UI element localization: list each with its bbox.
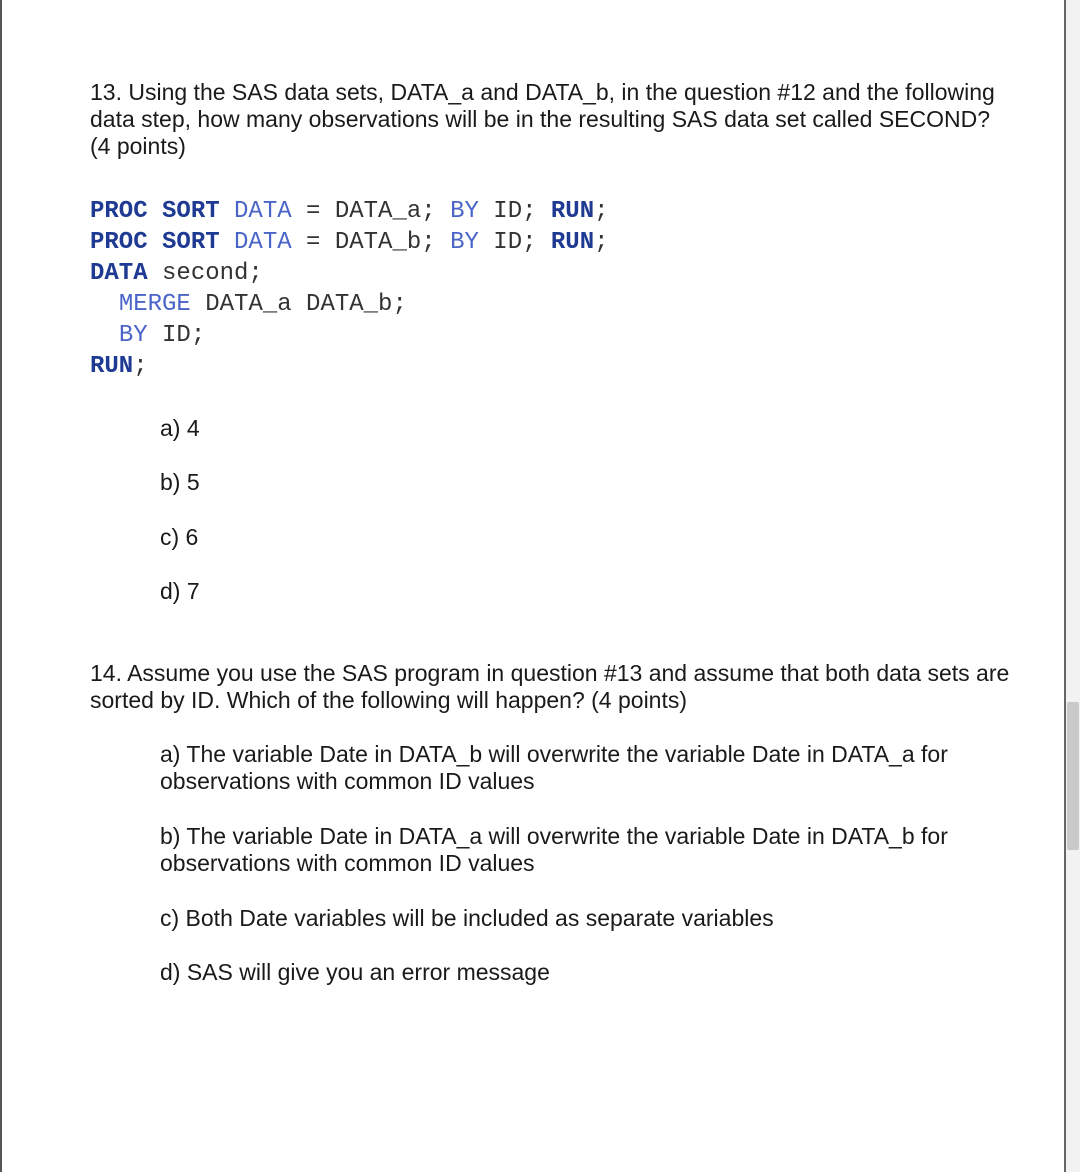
code-line-6 [90,351,609,382]
code-line-5 [90,320,609,351]
page-left-border [0,0,2,1172]
option-data: DATA [234,198,292,225]
code-text: = DATA_b; [291,229,451,256]
sas-code-block [90,196,609,382]
code-text: ; [594,198,609,225]
code-text: ID; [478,229,551,256]
keyword-run: RUN [90,353,134,380]
q14-option-b: b) The variable Date in DATA_a will overwrite the variable Date in DATA_b for observations with common ID values [160,823,948,876]
question-13-text: 13. Using the SAS data sets, DATA_a and DATA_b, in the question #12 and the following data step, how many observations will be in the resulting SAS data set called SECOND? (4 points) [90,79,995,159]
scrollbar-track[interactable] [1066,0,1080,1172]
code-text: ID; [147,322,206,349]
code-line-3 [90,258,609,289]
keyword-proc: PROC [90,229,148,256]
q14-option-c: c) Both Date variables will be included as separate variables [160,905,774,931]
keyword-proc: PROC [90,198,148,225]
keyword-by: BY [118,322,148,349]
code-text: ; [133,353,148,380]
keyword-data: DATA [90,260,148,287]
code-text: ID; [478,198,551,225]
code-text: DATA_a DATA_b; [190,291,407,318]
q13-option-a: a) 4 [160,415,200,441]
keyword-sort: SORT [162,198,220,225]
option-data: DATA [234,229,292,256]
code-line-1 [90,196,609,227]
code-text: ; [594,229,609,256]
code-text: = DATA_a; [291,198,451,225]
scrollbar-thumb[interactable] [1067,702,1079,850]
keyword-sort: SORT [162,229,220,256]
code-line-2 [90,227,609,258]
keyword-run: RUN [550,229,595,256]
q14-option-a: a) The variable Date in DATA_b will overwrite the variable Date in DATA_a for observations with common ID values [160,741,948,794]
q13-option-b: b) 5 [160,469,200,495]
q13-option-d: d) 7 [160,578,200,604]
code-line-4 [90,289,609,320]
keyword-merge: MERGE [118,291,191,318]
keyword-by: BY [450,198,479,225]
q14-option-d: d) SAS will give you an error message [160,959,550,985]
keyword-by: BY [450,229,479,256]
question-14-text: 14. Assume you use the SAS program in question #13 and assume that both data sets are sorted by ID. Which of the following will happen? (4 points) [90,660,1010,713]
code-text: second; [147,260,263,287]
q13-option-c: c) 6 [160,524,199,550]
keyword-run: RUN [550,198,595,225]
